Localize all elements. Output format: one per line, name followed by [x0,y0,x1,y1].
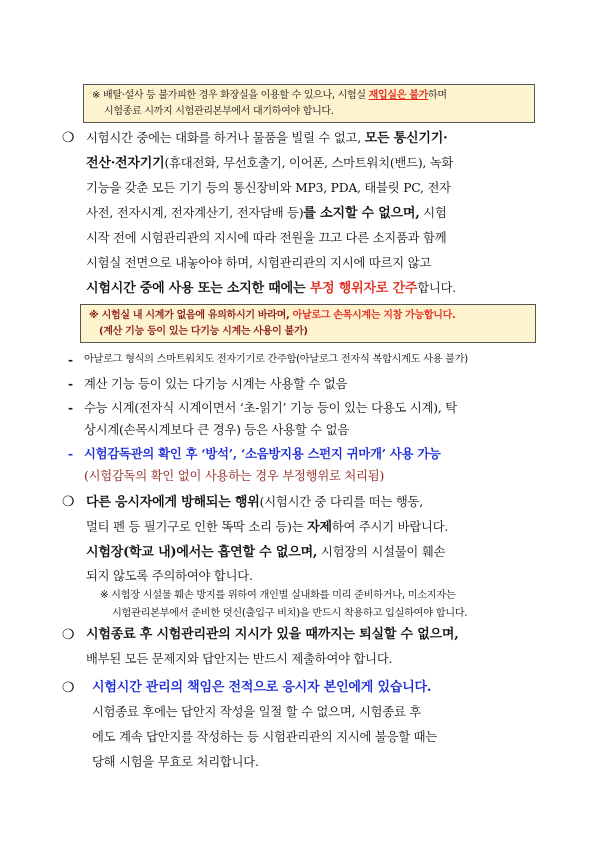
bold-text: 모든 통신기기· [364,131,448,146]
bullet-icon: ❍ [62,130,75,146]
red-bold-text: 부정 행위자로 간주 [309,281,418,296]
text: 합니다. [417,281,456,295]
bold-text: 시험장(학교 내)에서는 흡연할 수 없으며, [86,545,318,560]
notice-text: ※ 배탈·설사 등 불가피한 경우 화장실을 이용할 수 있으나, 시험실 [92,90,369,101]
text: 시험 [419,206,447,220]
paragraph-line: 당해 시험을 무효로 처리합니다. [92,755,259,769]
text: 시험장의 시설물이 훼손 [317,545,446,559]
bold-text: 전산·전자기기 [86,156,165,171]
paragraph-line [86,155,453,172]
text: (휴대전화, 무선호출기, 이어폰, 스마트워치(밴드), 녹화 [164,156,454,170]
notice-text: ※ 시험실 내 시계가 없음에 유의하시기 바라며, [89,310,293,321]
paragraph-line: 되지 않도록 주의하여야 합니다. [86,569,253,583]
notice-highlight: 재입실은 불가 [368,90,428,101]
notice-box-restroom [83,84,535,123]
bold-text: 다른 응시자에게 방해되는 행위 [86,495,260,510]
responsibility-heading: 시험시간 관리의 책임은 전적으로 응시자 본인에게 있습니다. [92,680,432,695]
paragraph-line: 시험실 전면으로 내놓아야 하며, 시험관리관의 지시에 따르지 않고 [86,256,431,270]
bold-text: 자제 [307,520,332,535]
paragraph-line: 시작 전에 시험관리관의 지시에 따라 전원을 끄고 다른 소지품과 함께 [86,231,447,245]
paragraph-line: 기능을 갖춘 모든 기기 등의 통신장비와 MP3, PDA, 태블릿 PC, 전자 [86,181,451,195]
paragraph-line [86,519,448,536]
text: (시험시간 중 다리를 떠는 행동, [259,495,423,509]
text: 멀티 펜 등 필기구로 인한 똑딱 소리 등)는 [86,520,308,534]
notice-line [92,88,526,104]
paragraph-line [86,130,447,147]
dash-item: 아날로그 형식의 스마트워치도 전자기기로 간주함(아날로그 전자식 복합시계도 사용 불가) [84,354,468,365]
dash-item-highlight: 시험감독관의 확인 후 ‘방석’, ‘소음방지용 스펀지 귀마개’ 사용 가능 [84,446,441,461]
dash-item: 계산 기능 등이 있는 다기능 시계는 사용할 수 없음 [84,377,348,391]
text: 하여 주시기 바랍니다. [331,520,449,534]
paragraph-line [86,280,456,297]
dash-item-note: (시험감독의 확인 없이 사용하는 경우 부정행위로 처리됨) [84,469,385,483]
bold-text: 시험시간 중에 사용 또는 소지한 때에는 [86,281,310,296]
paragraph-line: 시험종료 후에는 답안지 작성을 일절 할 수 없으며, 시험종료 후 [92,705,422,719]
bullet-icon: ❍ [62,680,75,696]
notice-highlight: 아날로그 손목시계는 지참 가능합니다. [292,310,456,321]
bold-text: 를 소지할 수 없으며, [303,206,420,221]
text: 시험시간 중에는 대화를 하거나 물품을 빌릴 수 없고, [86,131,365,145]
paragraph-line: 시험종료 후 시험관리관의 지시가 있을 때까지는 퇴실할 수 없으며, [86,627,459,642]
bullet-icon: ❍ [62,627,75,643]
notice-line: (계산 기능 등이 있는 다기능 시계는 사용이 불가) [99,326,308,337]
dash-item: 수능 시계(전자식 시계이면서 ‘초-읽기’ 기능 등이 있는 다용도 시계), 탁 [84,401,457,415]
notice-text: 하며 [427,90,447,101]
paragraph-line [86,544,445,561]
paragraph-line: 배부된 모든 문제지와 답안지는 반드시 제출하여야 합니다. [86,652,393,666]
paragraph-line: 에도 계속 답안지를 작성하는 등 시험관리관의 지시에 불응할 때는 [92,730,437,744]
paragraph-line [86,205,447,222]
text: 사전, 전자시계, 전자계산기, 전자담배 등) [86,206,304,220]
paragraph-line [86,494,423,511]
dash-marker: - [68,352,73,367]
dash-marker: - [68,376,73,391]
note-line: 시험관리본부에서 준비한 덧신(출입구 비치)을 반드시 착용하고 입실하여야 합니다. [112,608,468,619]
dash-marker: - [68,446,73,461]
note-line: ※ 시험장 시설물 훼손 방지를 위하여 개인별 실내화를 미리 준비하거나, 미소지자는 [100,590,456,601]
notice-line: 시험종료 시까지 시험관리본부에서 대기하여야 합니다. [104,106,334,117]
notice-line [89,308,527,324]
dash-marker: - [68,400,73,415]
bullet-icon: ❍ [62,494,75,510]
dash-item-cont: 상시계(손목시계보다 큰 경우) 등은 사용할 수 없음 [84,423,350,437]
notice-box-clock [80,304,536,343]
